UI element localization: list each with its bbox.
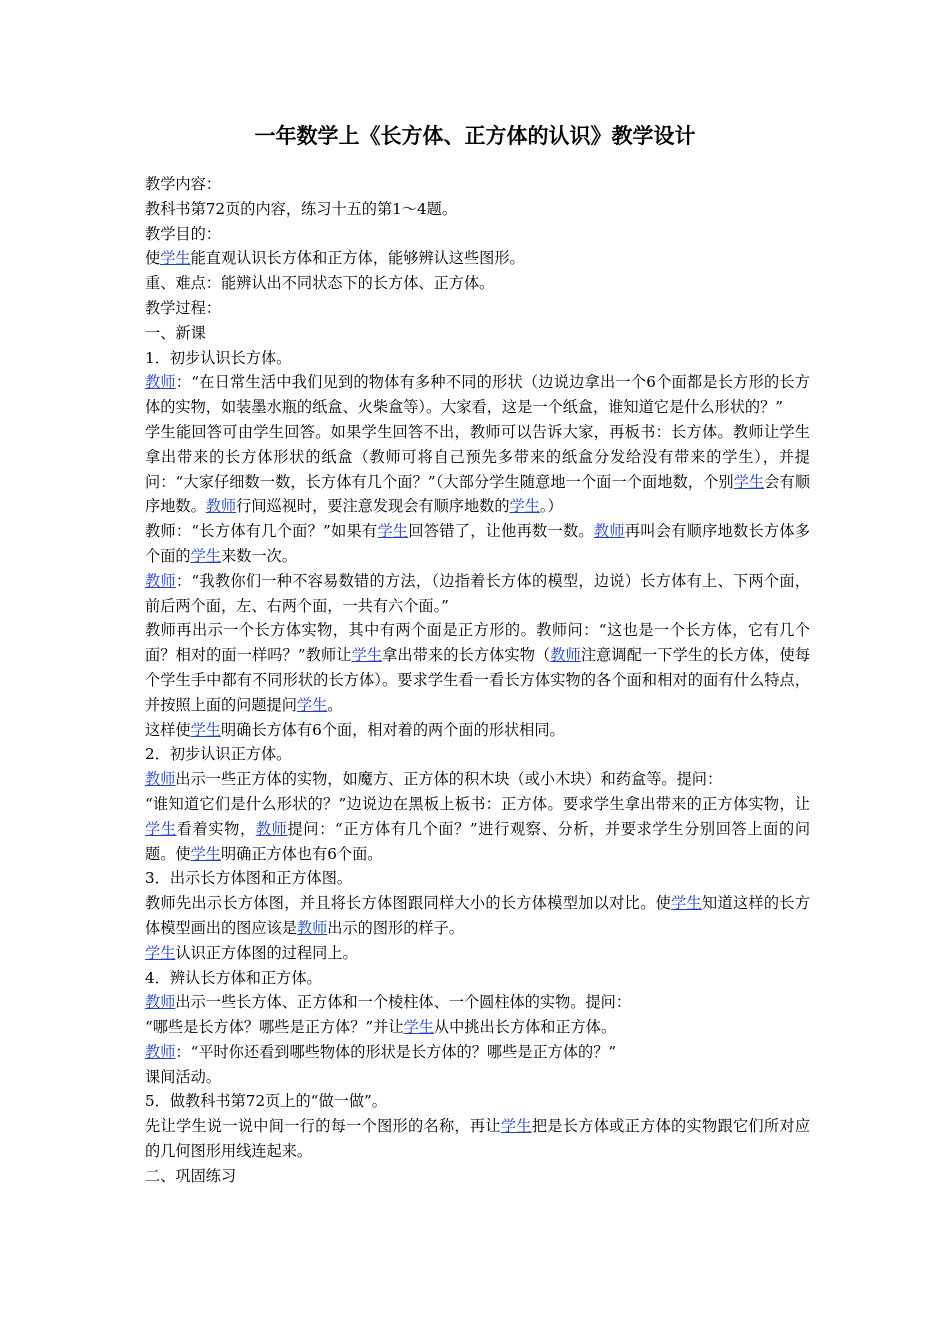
keyword-link[interactable]: 学生 <box>160 249 191 268</box>
text-run: 。 <box>327 695 343 714</box>
text-run: 教学内容： <box>145 175 221 193</box>
text-run: ：“在日常生活中我们见到的物体有多种不同的形状（边说边拿出一个6个面都是长方形的长方体的实物，如装墨水瓶的纸盒、火柴盒等）。大家看，这是一个纸盒，谁知道它是什么形状的？” <box>145 373 810 417</box>
keyword-link[interactable]: 教师 <box>145 993 176 1012</box>
text-run: 教师先出示长方体图，并且将长方体图跟同样大小的长方体模型加以对比。使 <box>145 894 672 913</box>
document-body <box>145 172 810 1189</box>
paragraph <box>145 197 810 222</box>
text-run: 再叫会有顺序地数长方体多个面的 <box>145 522 811 565</box>
keyword-link[interactable]: 学生 <box>190 844 221 863</box>
text-run: 看着实物， <box>176 819 256 838</box>
keyword-link[interactable]: 教师 <box>296 918 328 937</box>
text-run: 5．做教科书第72页上的“做一做”。 <box>145 1092 387 1111</box>
keyword-link[interactable]: 学生 <box>351 646 383 665</box>
text-run: 知道这样的长方体模型画出的图应该是 <box>145 894 811 937</box>
paragraph <box>145 1065 810 1090</box>
text-run: 二、巩固练习 <box>145 1166 237 1185</box>
paragraph <box>145 222 810 247</box>
paragraph <box>145 966 810 991</box>
keyword-link[interactable]: 教师 <box>145 373 176 392</box>
text-run: 明确正方体也有6个面。 <box>220 844 383 863</box>
paragraph <box>145 296 810 321</box>
text-run: “哪些是长方体？哪些是正方体？”并让 <box>145 1018 404 1037</box>
paragraph <box>145 1015 810 1040</box>
paragraph <box>145 866 810 891</box>
paragraph <box>145 246 810 271</box>
paragraph <box>145 941 810 966</box>
text-run: 会有顺序地数。 <box>145 472 811 516</box>
keyword-link[interactable]: 教师 <box>255 819 288 838</box>
paragraph <box>145 370 810 420</box>
keyword-link[interactable]: 学生 <box>190 720 221 739</box>
paragraph <box>145 1040 810 1065</box>
text-run: 来数一次。 <box>220 546 297 565</box>
text-run: 2．初步认识正方体。 <box>145 745 292 764</box>
text-run: 能直观认识长方体和正方体，能够辨认这些图形。 <box>190 249 525 268</box>
keyword-link[interactable]: 教师 <box>145 770 176 789</box>
text-run: 行间巡视时，要注意发现会有顺序地数的 <box>236 497 510 516</box>
keyword-link[interactable]: 学生 <box>190 546 221 565</box>
paragraph <box>145 792 810 866</box>
paragraph <box>145 990 810 1015</box>
text-run: 学生能回答可由学生回答。如果学生回答不出，教师可以告诉大家，再板书：长方体。教师让学生拿出带来的长方体形状的纸盒（教师可将自己预先多带来的纸盒分发给没有带来的学生），并提问：“大家仔细数一数，长方体有几个面？”（大部分学生随意地一个面一个面地数，个别 <box>145 422 810 491</box>
text-run: 教师：“长方体有几个面？”如果有 <box>145 522 378 541</box>
keyword-link[interactable]: 学生 <box>733 472 765 491</box>
paragraph <box>145 618 810 717</box>
text-run: 先让学生说一说中间一行的每一个图形的名称，再让 <box>145 1117 501 1136</box>
text-run: 。） <box>539 497 563 516</box>
paragraph <box>145 172 810 197</box>
keyword-link[interactable]: 学生 <box>145 943 176 962</box>
text-run: 拿出带来的长方体实物（ <box>382 646 551 665</box>
text-run: 出示一些正方体的实物，如魔方、正方体的积木块（或小木块）和药盒等。提问： <box>175 770 723 789</box>
paragraph <box>145 420 810 519</box>
text-run: 提问：“正方体有几个面？”进行观察、分析，并要求学生分别回答上面的问题。使 <box>145 819 811 863</box>
paragraph <box>145 346 810 371</box>
text-run: 明确长方体有6个面，相对着的两个面的形状相同。 <box>220 720 565 739</box>
text-run: 3．出示长方体图和正方体图。 <box>145 869 353 888</box>
text-run: 注意调配一下学生的长方体，使每个学生手中都有不同形状的长方体）。要求学生看一看长方体实物的各个面和相对的面有什么特点，并按照上面的问题提问 <box>145 646 811 714</box>
paragraph <box>145 891 810 941</box>
text-run: 4．辨认长方体和正方体。 <box>145 968 322 987</box>
keyword-link[interactable]: 教师 <box>593 522 625 541</box>
text-run: ：“平时你还看到哪些物体的形状是长方体的？哪些是正方体的？” <box>175 1042 617 1061</box>
text-run: 课间活动。 <box>145 1067 221 1086</box>
keyword-link[interactable]: 教师 <box>145 571 176 590</box>
paragraph <box>145 569 810 619</box>
paragraph <box>145 742 810 767</box>
text-run: 认识正方体图的过程同上。 <box>175 943 358 962</box>
keyword-link[interactable]: 教师 <box>205 497 237 516</box>
text-run: 回答错了，让他再数一数。 <box>408 522 594 541</box>
paragraph <box>145 718 810 743</box>
keyword-link[interactable]: 学生 <box>377 522 409 541</box>
paragraph <box>145 1089 810 1114</box>
text-run: 教师再出示一个长方体实物，其中有两个面是正方形的。教师问：“这也是一个长方体，它有几个面？相对的面一样吗？”教师让 <box>145 621 810 665</box>
document-title: 一年数学上《长方体、正方体的认识》教学设计 <box>254 123 696 148</box>
keyword-link[interactable]: 学生 <box>671 894 702 913</box>
keyword-link[interactable]: 学生 <box>145 819 177 838</box>
text-run: 一、新课 <box>145 323 206 342</box>
text-run: 使 <box>145 249 161 268</box>
keyword-link[interactable]: 学生 <box>509 497 540 516</box>
text-run: 出示一些长方体、正方体和一个棱柱体、一个圆柱体的实物。提问： <box>175 993 631 1012</box>
keyword-link[interactable]: 学生 <box>500 1117 532 1136</box>
keyword-link[interactable]: 教师 <box>145 1042 176 1061</box>
paragraph <box>145 1164 810 1189</box>
paragraph <box>145 519 810 569</box>
text-run: “谁知道它们是什么形状的？”边说边在黑板上板书：正方体。要求学生拿出带来的正方体实物，让 <box>145 794 810 813</box>
text-run: 这样使 <box>145 720 191 739</box>
text-run: 从中挑出长方体和正方体。 <box>433 1018 617 1037</box>
text-run: 出示的图形的样子。 <box>327 918 464 937</box>
paragraph <box>145 1114 810 1164</box>
keyword-link[interactable]: 教师 <box>550 646 581 665</box>
text-run: 教学目的： <box>145 224 221 243</box>
paragraph <box>145 271 810 296</box>
text-run: ：“我教你们一种不容易数错的方法，（边指着长方体的模型，边说）长方体有上、下两个面，前后两个面，左、右两个面，一共有六个面。” <box>145 571 811 615</box>
text-run: 教科书第72页的内容，练习十五的第1～4题。 <box>145 199 458 218</box>
text-run: 把是长方体或正方体的实物跟它们所对应的几何图形用线连起来。 <box>145 1117 811 1161</box>
paragraph <box>145 767 810 792</box>
text-run: 重、难点：能辨认出不同状态下的长方体、正方体。 <box>145 274 495 293</box>
keyword-link[interactable]: 学生 <box>403 1018 434 1037</box>
paragraph <box>145 321 810 346</box>
keyword-link[interactable]: 学生 <box>296 695 328 714</box>
text-run: 1．初步认识长方体。 <box>145 348 292 367</box>
text-run: 教学过程： <box>145 298 221 317</box>
